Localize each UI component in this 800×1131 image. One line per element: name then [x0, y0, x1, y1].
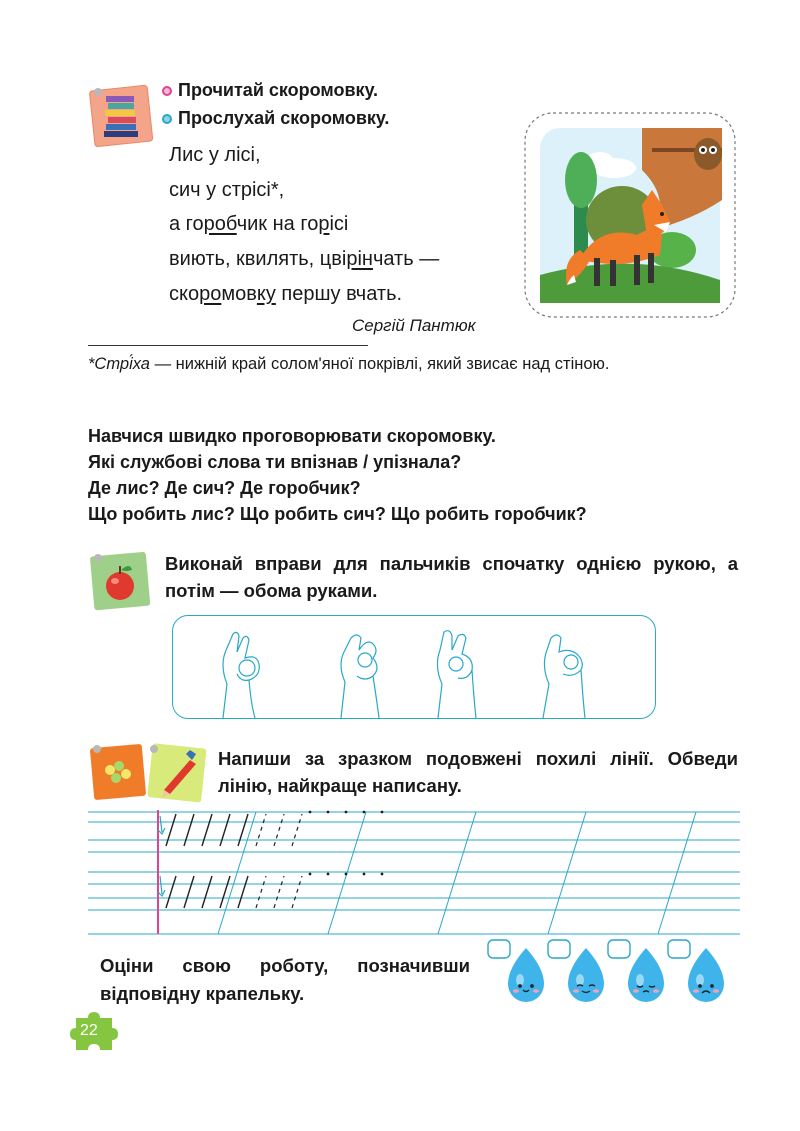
fox-owl-illustration [522, 110, 738, 320]
finger-exercise-instruction: Виконай вправи для пальчиків спочатку однією рукою, а потім — обома руками. [165, 553, 738, 601]
task-listen-label: Прослухай скоромовку. [178, 108, 390, 128]
task-read [162, 80, 378, 101]
question-4: Що робить лис? Що робить сич? Що робить горобчик? [88, 504, 587, 524]
evaluation-instruction: Оціни свою роботу, позначивши відповідну крапельку. [100, 955, 470, 1004]
poem-line-4 [169, 249, 439, 269]
poem-text: а го [169, 213, 204, 235]
footnote-divider [88, 345, 368, 346]
poem-line-2: сич у стрісі*, [169, 179, 285, 201]
drop-checkbox[interactable] [608, 940, 630, 958]
poem-underlined: ро [199, 283, 222, 305]
poem-underlined: роб [203, 213, 237, 235]
poem-line-3 [169, 214, 348, 234]
poem-text: першу вчать. [275, 283, 403, 305]
question-3: Де лис? Де сич? Де горобчик? [88, 478, 361, 498]
poem-text: ісі [329, 213, 349, 235]
task-listen [162, 108, 389, 129]
teal-bullet-icon [162, 114, 172, 124]
writing-instruction: Напиши за зразком подовжені похилі лінії. Обведи лінію, найкраще написану. [218, 748, 738, 796]
poem-text: виють, квилять, цві [169, 248, 347, 270]
pink-bullet-icon [162, 86, 172, 96]
hand-gestures-frame [172, 615, 656, 719]
poem-text: ско [169, 283, 200, 305]
question-1: Навчися швидко проговорювати скоромовку. [88, 426, 496, 446]
questions-block [88, 423, 587, 527]
evaluation-drops [480, 938, 740, 1008]
footnote-term: *Стрі́ха [88, 355, 150, 373]
page-number-puzzle [70, 1012, 118, 1052]
poem-underlined: рін [346, 248, 373, 270]
books-sticker-icon [86, 80, 156, 150]
writing-stickers-icon [86, 738, 210, 804]
apple-sticker-icon [86, 548, 156, 612]
drop-checkbox[interactable] [668, 940, 690, 958]
task-read-label: Прочитай скоромовку. [178, 80, 378, 100]
poem-line-5 [169, 284, 402, 304]
drop-checkbox[interactable] [548, 940, 570, 958]
poem-underlined: р [318, 213, 330, 235]
question-2: Які службові слова ти впізнав / упізнала? [88, 452, 462, 472]
poem-text: чать — [372, 248, 440, 270]
footnote-definition: — нижній край солом'яної покрівлі, який звисає над стіною. [149, 355, 610, 373]
hand-gestures-icon [173, 616, 655, 718]
poem-text: чик на го [236, 213, 319, 235]
poem-underlined: ку [256, 283, 276, 305]
handwriting-lines [88, 810, 740, 938]
poem-text: мов [221, 283, 257, 305]
poem-line-1: Лис у лісі, [169, 144, 261, 166]
page-number: 22 [80, 1022, 98, 1039]
drop-checkbox[interactable] [488, 940, 510, 958]
poem-author: Сергій Пантюк [352, 316, 476, 335]
footnote [88, 352, 740, 377]
